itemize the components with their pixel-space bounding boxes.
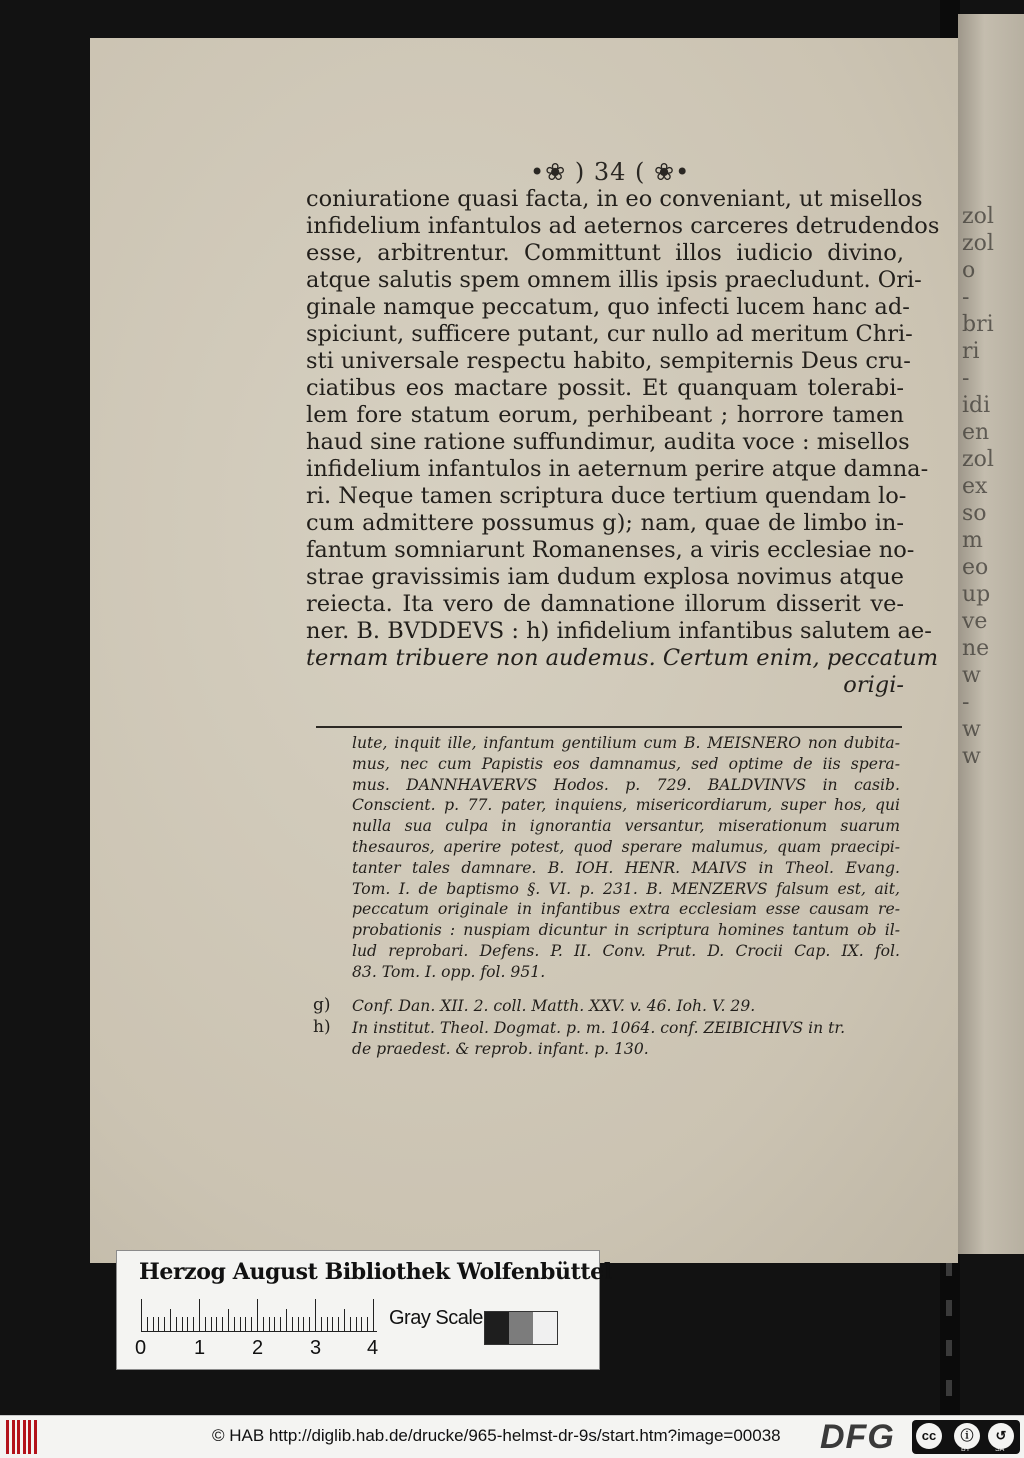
text-line: coniuratione quasi facta, in eo conveniant, ut misellos [306, 186, 923, 212]
ruler-ticks [141, 1299, 377, 1333]
footnote-g-text: Conf. Dan. XII. 2. coll. Matth. XXV. v. 46. Ioh. V. 29. [352, 997, 756, 1015]
adjacent-page-fragment: w [962, 744, 981, 769]
footnote-line: nulla sua culpa in ignorantia versantur, miserationum suarum [352, 817, 900, 836]
text-line: ginale namque peccatum, quo infecti lucem hanc ad- [306, 294, 910, 320]
footnote-line: Conscient. p. 77. pater, inquiens, misericordiarum, super hos, qui [352, 796, 900, 815]
adjacent-page-fragment: idi [962, 393, 991, 418]
color-scale-card [116, 1250, 612, 1370]
adjacent-page-fragment: up [962, 582, 991, 607]
footnote-line: lud reprobari. Defens. P. II. Conv. Prut. D. Crocii Cap. IX. fol. [352, 941, 900, 960]
footnote-line: mus, nec cum Papistis eos damnamus, sed optime de iis spera- [352, 754, 900, 773]
text-line: ner. B. BVDDEVS : h) infidelium infantibus salutem ae- [306, 618, 932, 644]
adjacent-page-fragment: o [962, 258, 976, 283]
adjacent-page-fragment: zol [962, 231, 994, 256]
adjacent-page-fragment: ne [962, 636, 990, 661]
adjacent-page-fragment: en [962, 420, 990, 445]
footnote-line: tanter tales damnare. B. IOH. HENR. MAIVS in Theol. Evang. [352, 858, 900, 877]
gray-swatch [509, 1312, 533, 1344]
cc-icon: cc [916, 1423, 942, 1449]
text-line: cum admittere possumus g); nam, quae de limbo in- [306, 510, 904, 536]
dfg-logo[interactable]: DFG [820, 1418, 895, 1456]
footnote-h-text-1: In institut. Theol. Dogmat. p. m. 1064. conf. ZEIBICHIVS in tr. [352, 1019, 846, 1037]
text-line: esse, arbitrentur. Committunt illos iudicio divino, [306, 240, 904, 266]
adjacent-page-fragment: ex [962, 474, 988, 499]
adjacent-page-fragment: zol [962, 204, 994, 229]
footer-bar [0, 1415, 1024, 1458]
text-line: haud sine ratione suffundimur, audita voce : misellos [306, 429, 910, 455]
footnote-line: mus. DANNHAVERVS Hodos. p. 729. BALDVINVS in casib. [352, 775, 900, 794]
footnote-g-marker: g) [313, 995, 331, 1015]
text-line: atque salutis spem omnem illis ipsis praecludunt. Ori- [306, 267, 922, 293]
gray-swatch [485, 1312, 509, 1344]
footnote-h-marker: h) [313, 1017, 331, 1037]
footnote-line: thesauros, aperire potest, quod sperare malumus, quam praecipi- [352, 837, 900, 856]
ruler-number: 3 [310, 1337, 322, 1359]
adjacent-page-fragment: ri [962, 339, 980, 364]
sa-label: SA [995, 1446, 1005, 1453]
adjacent-page [958, 14, 1024, 1254]
adjacent-page-fragment: - [962, 690, 970, 715]
gray-scale-label: Gray Scale [389, 1307, 483, 1329]
text-line: ciatibus eos mactare possit. Et quanquam tolerabi- [306, 375, 904, 401]
footnote-line: 83. Tom. I. opp. fol. 951. [352, 962, 546, 981]
adjacent-page-fragment: bri [962, 312, 994, 337]
footnote-line: probationis : nuspiam dicuntur in scriptura homines tantum ob il- [352, 921, 900, 940]
adjacent-page-fragment: - [962, 366, 970, 391]
ruler-number: 4 [367, 1337, 379, 1359]
footnote-rule [316, 726, 902, 728]
adjacent-page-fragment: w [962, 663, 981, 688]
footnote-line: lute, inquit ille, infantum gentilium cum B. MEISNERO non dubita- [352, 734, 900, 752]
main-text-block [306, 186, 940, 699]
cc-license-icon[interactable] [912, 1420, 1020, 1454]
text-line: fantum somniarunt Romanenses, a viris ecclesiae no- [306, 537, 915, 563]
text-line: reiecta. Ita vero de damnatione illorum disserit ve- [306, 591, 904, 617]
adjacent-page-fragment: - [962, 285, 970, 310]
adjacent-page-fragment: w [962, 717, 981, 742]
text-line: infidelium infantulos ad aeternos carceres detrudendos [306, 213, 940, 239]
text-line: spiciunt, sufficere putant, cur nullo ad meritum Chri- [306, 321, 913, 347]
hab-logo-icon [6, 1420, 38, 1454]
by-icon: ⓘ [954, 1423, 980, 1449]
ruler-number: 2 [252, 1337, 264, 1359]
text-line: strae gravissimis iam dudum explosa novimus atque [306, 564, 904, 590]
gray-swatch [533, 1312, 557, 1344]
adjacent-page-fragment: zol [962, 447, 994, 472]
text-line: origi- [843, 672, 904, 698]
by-label: BY [961, 1446, 971, 1453]
library-title: Herzog August Bibliothek Wolfenbüttel [139, 1259, 612, 1285]
ruler-number: 0 [135, 1337, 147, 1359]
text-line: infidelium infantulos in aeternum perire atque damna- [306, 456, 929, 482]
footnote-block [352, 733, 900, 983]
adjacent-page-fragment: eo [962, 555, 989, 580]
gray-scale-swatches [484, 1311, 558, 1345]
text-line: ternam tribuere non audemus. Certum enim, peccatum [306, 645, 939, 671]
footnote-line: Tom. I. de baptismo §. VI. p. 231. B. MENZERVS falsum est, ait, [352, 879, 900, 898]
footnote-h-text-2: de praedest. & reprob. infant. p. 130. [352, 1040, 649, 1058]
sa-icon: ↺ [988, 1423, 1014, 1449]
ruler-number: 1 [194, 1337, 206, 1359]
footnote-line: peccatum originale in infantibus extra ecclesiam esse causam re- [352, 900, 900, 919]
ruler-baseline [141, 1331, 377, 1332]
text-line: sti universale respectu habito, sempiternis Deus cru- [306, 348, 911, 374]
adjacent-page-fragment: m [962, 528, 983, 553]
adjacent-page-fragment: so [962, 501, 987, 526]
adjacent-page-fragment: ve [962, 609, 988, 634]
text-line: lem fore statum eorum, perhibeant ; horrore tamen [306, 402, 904, 428]
text-line: ri. Neque tamen scriptura duce tertium quendam lo- [306, 483, 907, 509]
page-header: •❀ ) 34 ( ❀• [530, 158, 691, 186]
copyright-link[interactable]: © HAB http://diglib.hab.de/drucke/965-helmst-dr-9s/start.htm?image=00038 [212, 1426, 781, 1445]
